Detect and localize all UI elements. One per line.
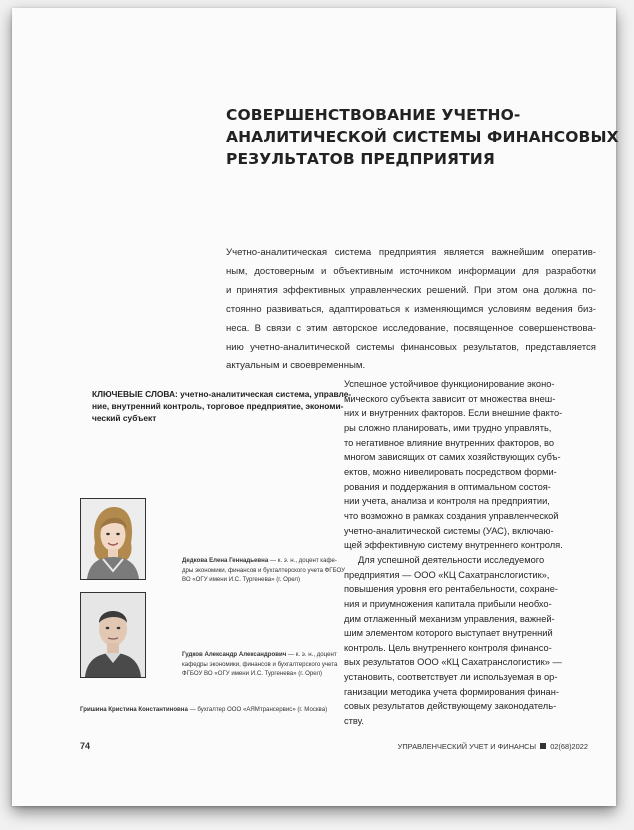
keywords xyxy=(92,388,352,424)
body-line: то негативное влияние внутренних факторов, во xyxy=(344,437,555,448)
body-line: ганизации методика учета формирования финан- xyxy=(344,686,559,697)
author-3-info xyxy=(80,705,330,715)
body-line: шим элементом которого выступает внутренний xyxy=(344,628,553,639)
body-line: Для успешной деятельности исследуемого xyxy=(358,554,545,565)
journal-footer xyxy=(398,742,588,751)
body-line: Успешное устойчивое функционирование эконо- xyxy=(344,379,555,389)
keywords-line: КЛЮЧЕВЫЕ СЛОВА: учетно-аналитическая система, управле- xyxy=(92,389,352,399)
body-line: ству. xyxy=(344,716,364,727)
body-line: рования и поддержания в оптимальном состоя- xyxy=(344,481,551,492)
body-line: вых результатов ООО «КЦ Сахатранслогистик» — xyxy=(344,657,562,668)
square-bullet-icon xyxy=(540,743,546,749)
article-title xyxy=(226,104,619,170)
journal-page xyxy=(12,8,619,806)
author-detail: — к. э. н., доцент xyxy=(286,651,337,658)
author-detail: дры экономики, финансов и бухгалтерского учета ФГБОУ xyxy=(182,566,346,574)
journal-name: УПРАВЛЕНЧЕСКИЙ УЧЕТ И ФИНАНСЫ xyxy=(397,742,537,751)
body-line: совых результатов действующему законодатель- xyxy=(344,701,557,712)
author-photo-man xyxy=(80,592,146,678)
body-line: контроль. Цель внутреннего контроля финансо- xyxy=(344,642,552,653)
body-line: ектов, можно нивелировать посредством форми- xyxy=(344,466,557,477)
abstract-line: Учетно-аналитическая система предприятия является важнейшим оператив- xyxy=(226,247,596,258)
body-line: ры сложно планировать, ими трудно управлять, xyxy=(344,422,552,433)
author-detail: ВО «ОГУ имени И.С. Тургенева» (г. Орел) xyxy=(182,576,301,584)
body-line: ния и приумножения капитала прибыли необхо- xyxy=(344,598,552,609)
page-number: 74 xyxy=(80,741,91,751)
abstract-line: актуальным и своевременным. xyxy=(226,360,366,372)
body-line: повышения уровня его рентабельности, сохране- xyxy=(344,584,559,595)
author-name: Дедкова Елена Геннадьевна xyxy=(182,557,269,564)
woman-portrait-icon xyxy=(81,499,145,579)
body-line: учетно-аналитической системы (УАС), включаю- xyxy=(344,525,554,536)
abstract-line: неса. В связи с этим авторское исследование, посвященное совершенствова- xyxy=(226,322,596,334)
author-1-info xyxy=(182,556,346,585)
article-abstract xyxy=(226,244,596,376)
body-line: что возможно в рамках создания управленческой xyxy=(344,510,559,521)
keywords-line: ческий субъект xyxy=(92,413,157,423)
abstract-line: стоянно развиваться, адаптироваться к изменяющимся условиям ведения биз- xyxy=(226,303,596,315)
title-line: СОВЕРШЕНСТВОВАНИЕ УЧЕТНО- xyxy=(226,106,521,124)
body-line: мического субъекта зависит от множества внеш- xyxy=(344,393,556,404)
journal-issue: 02(68)2022 xyxy=(550,742,588,751)
keywords-line: ние, внутренний контроль, торговое предприятие, экономи- xyxy=(92,401,344,411)
body-line: дим отлаженный механизм управления, важней- xyxy=(344,613,555,624)
body-line: нии учета, анализа и контроля на предприятии, xyxy=(344,496,550,507)
author-photo-woman xyxy=(80,498,146,580)
body-line: щей эффективную систему внутреннего контроля. xyxy=(344,540,563,551)
abstract-line: нию учетно-аналитической системы финансовых результатов, представляется xyxy=(226,341,596,353)
author-detail: — к. э. н., доцент кафе- xyxy=(268,557,337,564)
title-line: РЕЗУЛЬТАТОВ ПРЕДПРИЯТИЯ xyxy=(226,150,495,168)
author-name: Гришина Кристина Константиновна xyxy=(80,706,188,713)
author-2-info xyxy=(182,650,342,679)
author-detail: кафедры экономики, финансов и бухгалтерского учета xyxy=(182,660,338,668)
body-line: многом зависящих от самих хозяйствующих субъ- xyxy=(344,452,561,463)
body-line: предприятия — ООО «КЦ Сахатранслогистик», xyxy=(344,569,550,580)
author-detail: ФГБОУ ВО «ОГУ имени И.С. Тургенева» (г. Орел) xyxy=(182,670,323,678)
man-portrait-icon xyxy=(81,593,145,677)
abstract-line: ным, достоверным и объективным источником информации для разработки xyxy=(226,265,596,277)
abstract-line: и принятия эффективных управленческих решений. При этом она должна по- xyxy=(226,284,596,296)
title-line: АНАЛИТИЧЕСКОЙ СИСТЕМЫ ФИНАНСОВЫХ xyxy=(226,128,619,146)
author-detail: — бухгалтер ООО «АЯМтрансервис» (г. Москва) xyxy=(187,706,328,713)
author-name: Гудков Александр Александрович xyxy=(182,651,287,658)
body-line: установить, соответствует ли используемая в ор- xyxy=(344,672,558,683)
body-line: них и внутренних факторов. Если внешние факто- xyxy=(344,408,563,419)
article-body xyxy=(344,377,586,729)
